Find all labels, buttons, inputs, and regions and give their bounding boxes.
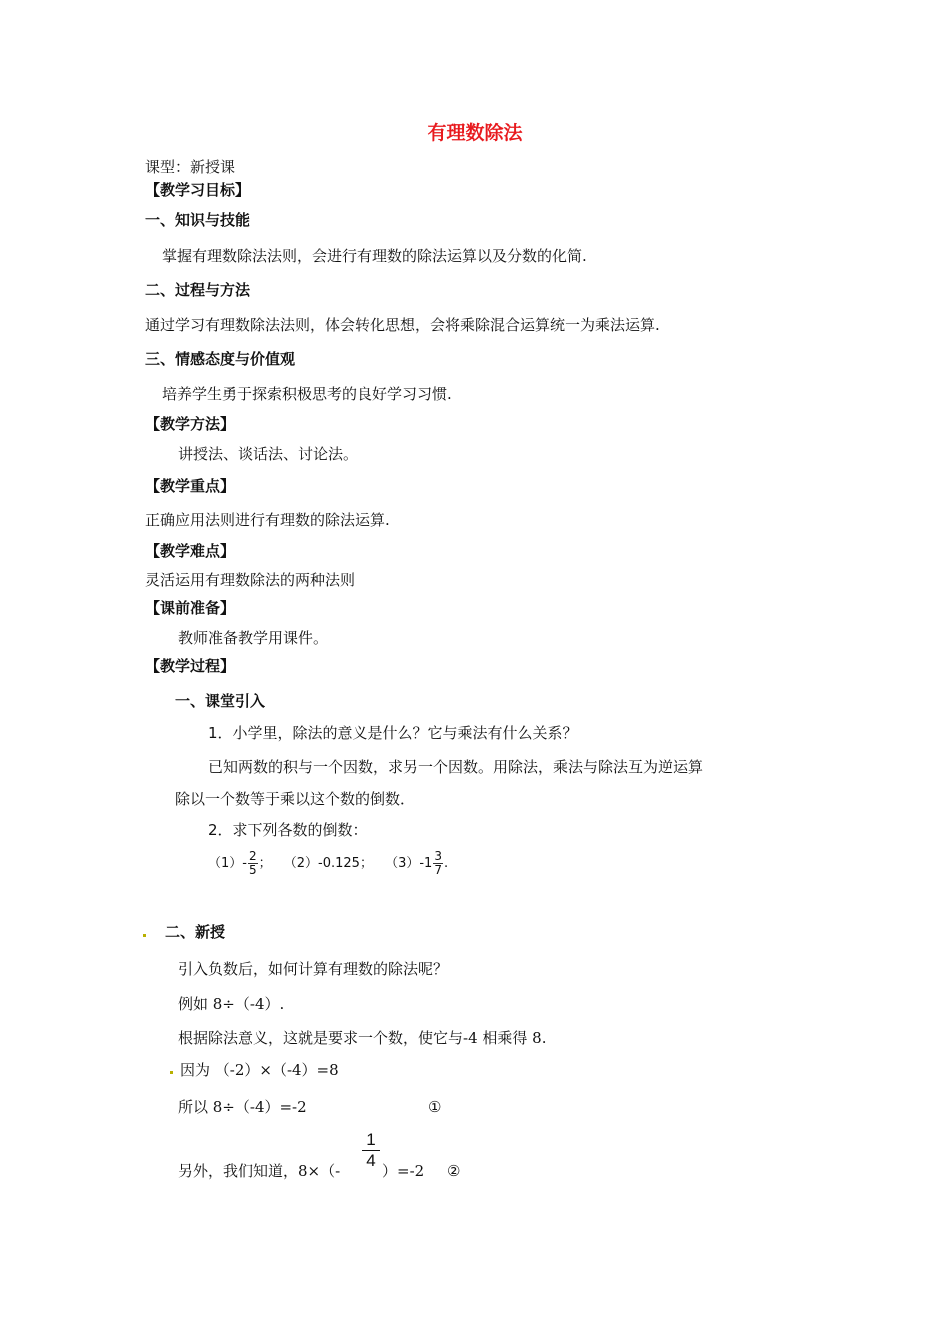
fraction-numerator: 1 — [362, 1130, 380, 1151]
new-lesson-line-4: 因为 （-2）×（-4）=8 — [180, 1061, 339, 1079]
reciprocal-exercises — [208, 849, 448, 879]
exercise-1-numerator: 2 — [248, 849, 257, 863]
key-point-heading: 【教学重点】 — [145, 477, 236, 495]
new-lesson-line-3: 根据除法意义，这就是要求一个数，使它与-4 相乘得 8. — [178, 1029, 547, 1047]
exercise-3-numerator: 3 — [434, 849, 442, 863]
new-lesson-line-6a: 另外，我们知道，8×（- — [178, 1162, 341, 1180]
intro-question-2: 2．求下列各数的倒数： — [208, 821, 368, 839]
new-lesson-line-1: 引入负数后，如何计算有理数的除法呢？ — [178, 960, 449, 978]
objectives-heading: 【教学习目标】 — [145, 181, 251, 199]
new-lesson-heading: 二、新授 — [165, 923, 226, 941]
exercise-1-denominator: 5 — [248, 863, 257, 877]
equation-mark-1: ① — [428, 1098, 442, 1116]
exercise-3-end: . — [443, 856, 449, 871]
preparation-heading: 【课前准备】 — [145, 599, 236, 617]
key-point-text: 正确应用法则进行有理数的除法运算. — [145, 511, 390, 529]
equation-mark-2: ② — [447, 1162, 461, 1180]
intro-answer-line-2: 除以一个数等于乘以这个数的倒数． — [175, 790, 416, 808]
exercise-1-fraction — [248, 850, 258, 877]
lesson-type: 课型：新授课 — [145, 158, 236, 176]
exercise-3-label: （3）-1 — [385, 856, 433, 871]
exercise-3-fraction — [433, 850, 443, 877]
intro-answer-line-1: 已知两数的积与一个因数，求另一个因数。用除法，乘法与除法互为逆运算 — [208, 758, 704, 776]
process-text: 通过学习有理数除法法则，体会转化思想，会将乘除混合运算统一为乘法运算. — [145, 316, 660, 334]
difficulty-text: 灵活运用有理数除法的两种法则 — [145, 571, 356, 589]
exercise-2: （2）-0.125； — [283, 856, 373, 871]
process-heading: 二、过程与方法 — [145, 281, 251, 299]
margin-mark — [143, 934, 146, 937]
intro-question-1: 1．小学里，除法的意义是什么？它与乘法有什么关系？ — [208, 724, 578, 742]
emotion-heading: 三、情感态度与价值观 — [145, 350, 296, 368]
exercise-3-denominator: 7 — [434, 863, 442, 877]
fraction-denominator: 4 — [366, 1151, 376, 1170]
intro-heading: 一、课堂引入 — [175, 692, 266, 710]
difficulty-heading: 【教学难点】 — [145, 542, 236, 560]
new-lesson-line-5: 所以 8÷（-4）=-2 — [178, 1098, 307, 1116]
preparation-text: 教师准备教学用课件。 — [178, 629, 329, 647]
procedure-heading: 【教学过程】 — [145, 657, 236, 675]
new-lesson-line-2: 例如 8÷（-4）. — [178, 995, 285, 1013]
document-title: 有理数除法 — [427, 122, 523, 144]
margin-mark — [170, 1071, 173, 1074]
method-text: 讲授法、谈话法、讨论法。 — [178, 445, 359, 463]
method-heading: 【教学方法】 — [145, 415, 236, 433]
fraction-one-quarter — [362, 1130, 380, 1171]
exercise-1-separator: ； — [258, 856, 272, 871]
emotion-text: 培养学生勇于探索积极思考的良好学习习惯. — [162, 385, 452, 403]
new-lesson-line-6b: ）=-2 — [382, 1162, 425, 1180]
knowledge-heading: 一、知识与技能 — [145, 211, 251, 229]
knowledge-text: 掌握有理数除法法则，会进行有理数的除法运算以及分数的化简. — [162, 247, 587, 265]
exercise-1-label: （1）- — [208, 856, 247, 871]
